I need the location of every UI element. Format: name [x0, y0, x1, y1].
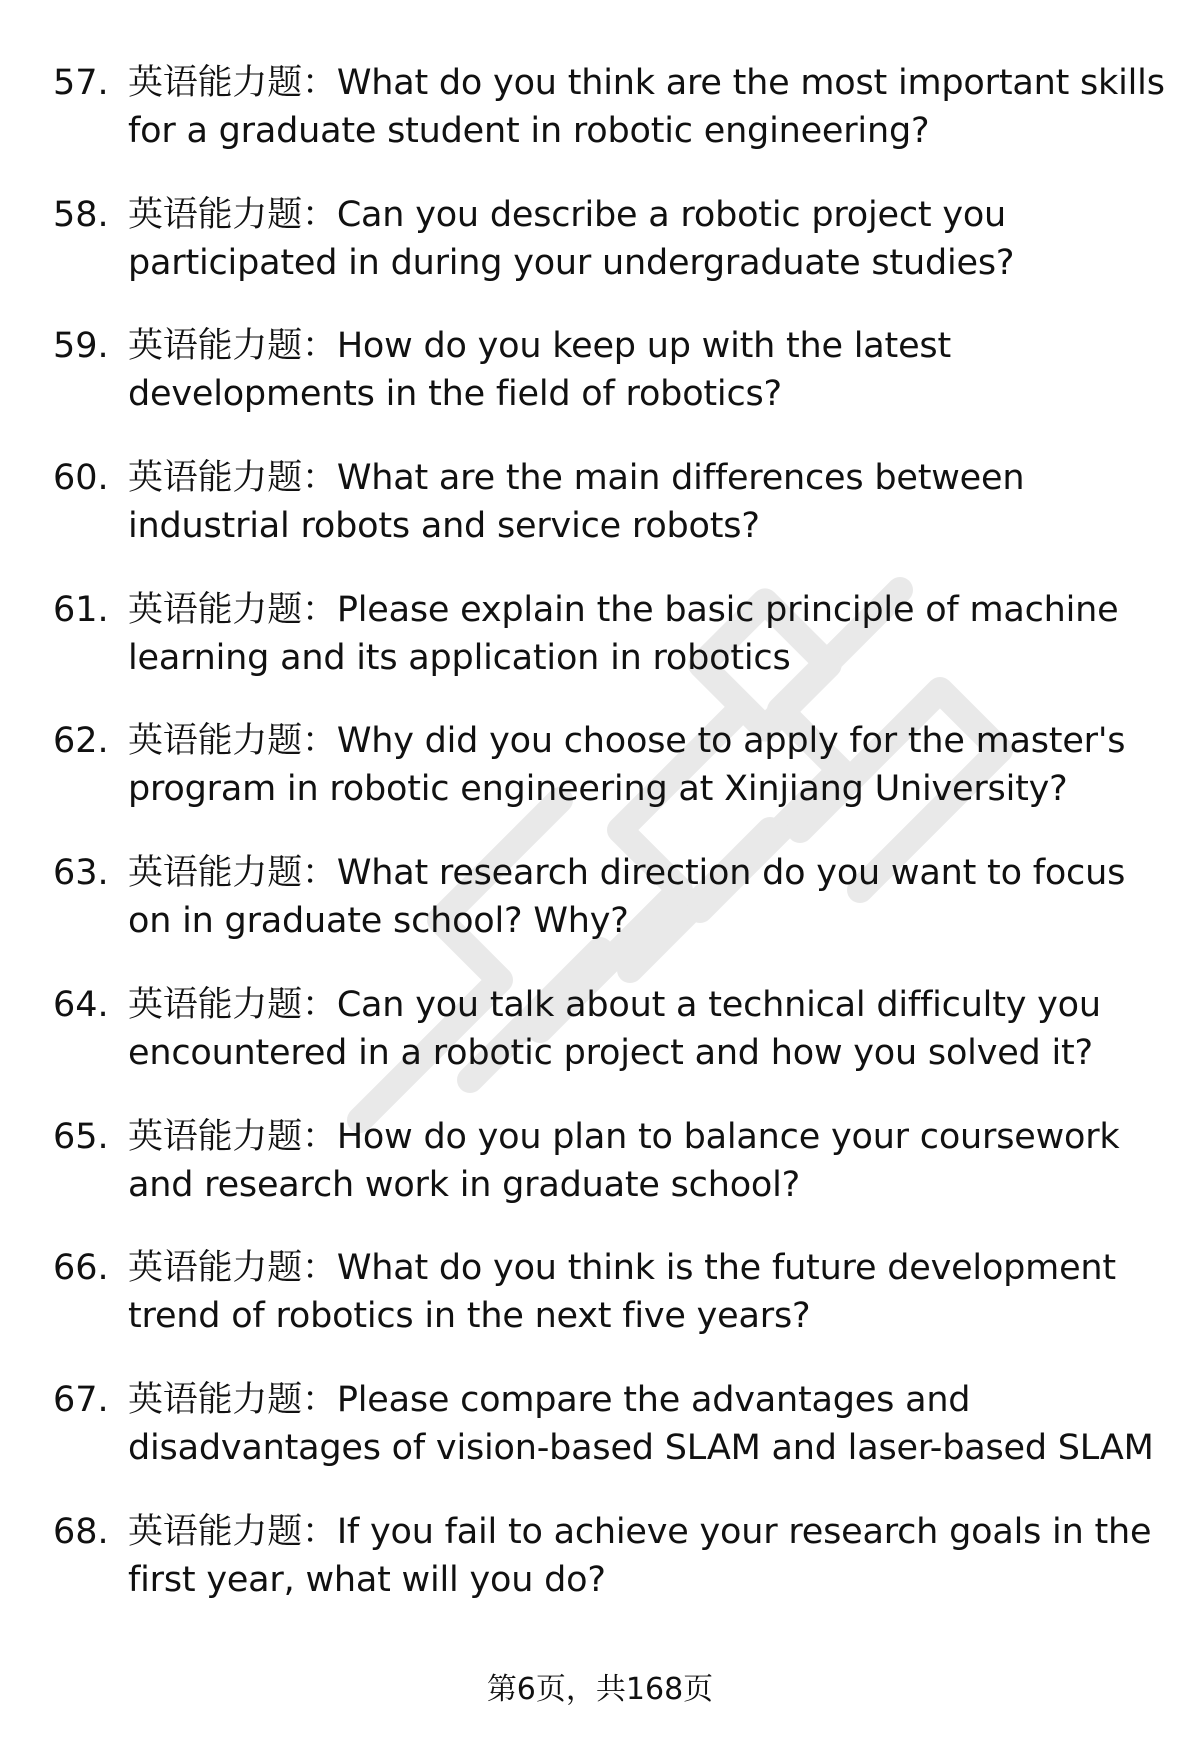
question-item	[0, 981, 1200, 1113]
page-footer: 第6页，共168页	[486, 1672, 714, 1707]
question-text: What research direction do you want to focus on in graduate school? Why?	[128, 853, 1126, 942]
question-item	[0, 454, 1200, 586]
question-category-label: 英语能力题：	[128, 458, 337, 499]
question-category-label: 英语能力题：	[128, 984, 337, 1025]
question-item	[0, 191, 1200, 323]
question-category-label: 英语能力题：	[128, 1248, 337, 1289]
question-text: Why did you choose to apply for the master's program in robotic engineering at Xinjiang University?	[128, 721, 1126, 810]
question-item	[0, 1113, 1200, 1245]
question-item	[0, 1508, 1200, 1640]
question-item	[0, 717, 1200, 849]
question-number: 63.	[53, 853, 109, 894]
question-number: 57.	[53, 63, 109, 103]
question-category-label: 英语能力题：	[128, 194, 337, 235]
question-text: What are the main differences between industrial robots and service robots?	[128, 458, 1025, 547]
question-text: How do you plan to balance your coursework and research work in graduate school?	[128, 1116, 1120, 1205]
question-text: What do you think are the most important skills for a graduate student in robotic engineering?	[128, 63, 1165, 151]
question-body	[128, 717, 1178, 813]
question-body	[128, 454, 1178, 550]
question-category-label: 英语能力题：	[128, 326, 337, 367]
question-category-label: 英语能力题：	[128, 1379, 337, 1420]
question-text: How do you keep up with the latest developments in the field of robotics?	[128, 326, 951, 415]
question-number: 67.	[53, 1379, 109, 1420]
question-text: What do you think is the future development trend of robotics in the next five years?	[128, 1248, 1116, 1337]
question-number: 62.	[53, 721, 109, 762]
question-body	[128, 191, 1178, 287]
question-item	[0, 59, 1200, 191]
question-number: 68.	[53, 1511, 109, 1552]
question-category-label: 英语能力题：	[128, 589, 337, 630]
question-text: Please compare the advantages and disadvantages of vision-based SLAM and laser-based SLAM	[128, 1379, 1154, 1468]
question-category-label: 英语能力题：	[128, 853, 337, 894]
question-number: 59.	[53, 326, 109, 367]
question-item	[0, 586, 1200, 718]
question-category-label: 英语能力题：	[128, 63, 337, 103]
question-body	[128, 849, 1178, 945]
question-number: 65.	[53, 1116, 109, 1157]
question-item	[0, 1376, 1200, 1508]
question-body	[128, 59, 1178, 155]
question-body	[128, 1508, 1178, 1604]
question-item	[0, 849, 1200, 981]
question-body	[128, 586, 1178, 682]
question-body	[128, 1244, 1178, 1340]
question-text: If you fail to achieve your research goals in the first year, what will you do?	[128, 1511, 1152, 1600]
question-category-label: 英语能力题：	[128, 1116, 337, 1157]
question-category-label: 英语能力题：	[128, 721, 337, 762]
question-text: Can you describe a robotic project you participated in during your undergraduate studies?	[128, 194, 1015, 283]
question-list	[0, 59, 1200, 1639]
question-category-label: 英语能力题：	[128, 1511, 337, 1552]
question-body	[128, 981, 1178, 1077]
question-item	[0, 1244, 1200, 1376]
question-body	[128, 1113, 1178, 1209]
question-number: 61.	[53, 589, 109, 630]
question-number: 66.	[53, 1248, 109, 1289]
question-body	[128, 1376, 1178, 1472]
question-number: 60.	[53, 458, 109, 499]
question-number: 58.	[53, 194, 109, 235]
question-text: Please explain the basic principle of machine learning and its application in robotics	[128, 589, 1119, 678]
question-text: Can you talk about a technical difficulty you encountered in a robotic project and how you solved it?	[128, 984, 1101, 1073]
question-body	[128, 322, 1178, 418]
question-item	[0, 322, 1200, 454]
question-number: 64.	[53, 984, 109, 1025]
